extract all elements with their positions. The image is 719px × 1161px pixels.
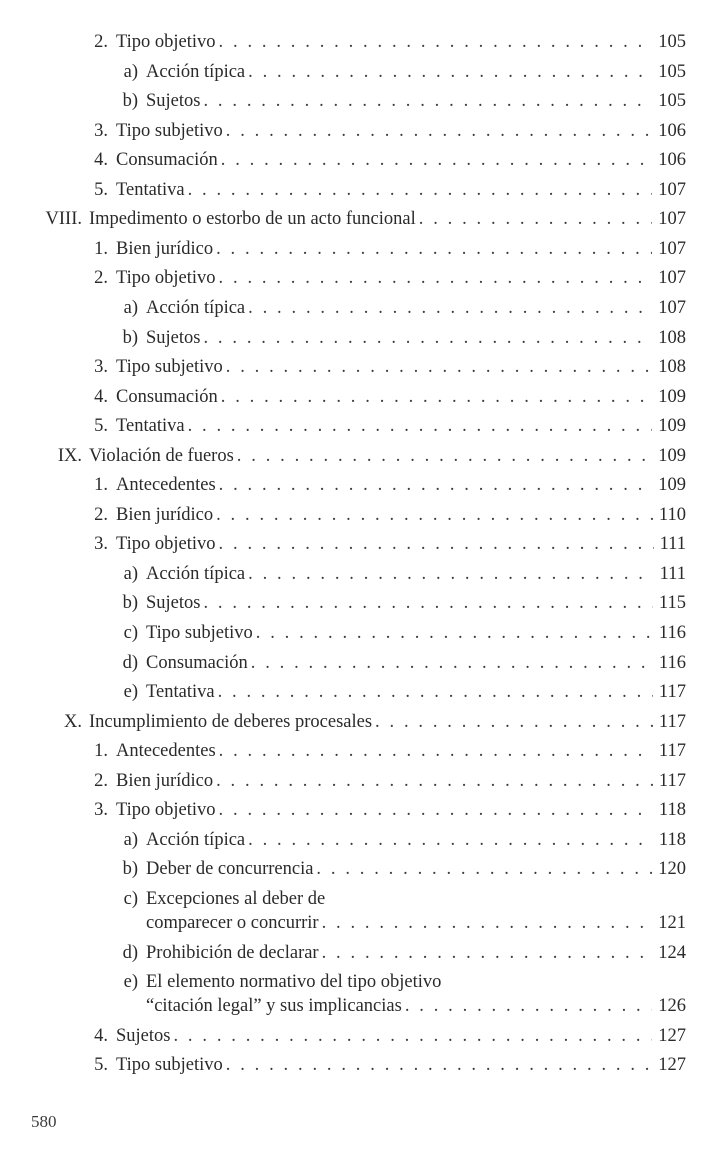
dot-leader [216, 234, 652, 264]
toc-entry-page: 107 [658, 179, 686, 200]
toc-entry-title: Tipo objetivo [116, 534, 216, 555]
dot-leader [216, 500, 653, 530]
toc-entry-number: 5. [94, 179, 108, 200]
toc-entry-number: b) [122, 593, 138, 614]
toc-entry-page: 107 [658, 268, 686, 289]
toc-entry-number: 3. [94, 800, 108, 821]
toc-entry-page: 126 [658, 996, 686, 1017]
toc-entry-title: Sujetos [146, 91, 201, 112]
dot-leader [248, 825, 653, 855]
toc-entry-page: 106 [658, 120, 686, 141]
toc-entry-number: b) [122, 91, 138, 112]
toc-entry [0, 677, 719, 707]
toc-entry [0, 618, 719, 648]
toc-entry-title: Antecedentes [116, 475, 216, 496]
toc-entry-page: 120 [658, 859, 686, 880]
toc-entry-page: 111 [659, 534, 686, 555]
dot-leader [226, 1050, 653, 1080]
toc-entry-number: IX. [57, 445, 82, 466]
toc-entry-page: 117 [658, 682, 686, 703]
toc-entry [0, 938, 719, 968]
dot-leader [226, 116, 653, 146]
dot-leader [322, 908, 653, 938]
dot-leader [226, 352, 653, 382]
toc-entry-page: 124 [658, 942, 686, 963]
toc-entry-number: X. [64, 711, 82, 732]
toc-entry-page: 105 [658, 91, 686, 112]
toc-entry-page: 109 [658, 475, 686, 496]
toc-entry-number: 3. [94, 120, 108, 141]
dot-leader [405, 991, 652, 1021]
toc-entry-number: 2. [94, 32, 108, 52]
toc-entry-number: e) [123, 972, 138, 993]
toc-entry [0, 736, 719, 766]
toc-entry-number: e) [123, 682, 138, 703]
dot-leader [219, 27, 653, 57]
dot-leader [216, 766, 653, 796]
toc-entry [0, 382, 719, 412]
toc-entry [0, 500, 719, 530]
dot-leader [188, 175, 653, 205]
toc-entry-number: c) [123, 623, 138, 643]
dot-leader [251, 648, 653, 678]
toc-entry-number: d) [122, 652, 138, 673]
toc-entry-title: Consumación [146, 652, 248, 673]
toc-entry-title: Tipo objetivo [116, 32, 216, 52]
toc-entry-title: Tipo objetivo [116, 268, 216, 289]
toc-entry-page: 127 [658, 1055, 686, 1076]
toc-entry-number: 3. [94, 534, 108, 555]
toc-entry-number: 2. [94, 770, 108, 791]
dot-leader [419, 204, 653, 234]
toc-entry-number: c) [123, 888, 138, 909]
toc-entry-title: Tipo subjetivo [116, 1055, 223, 1076]
toc-entry [0, 27, 719, 57]
toc-entry-number: a) [123, 61, 138, 82]
toc-entry [0, 234, 719, 264]
toc-entry [0, 588, 719, 618]
toc-entry-number: b) [122, 327, 138, 348]
toc-entry-number: VIII. [45, 209, 82, 230]
toc-entry-page: 116 [658, 652, 686, 673]
dot-leader [218, 677, 653, 707]
toc-entry [0, 529, 719, 559]
toc-entry-title: Bien jurídico [116, 504, 214, 525]
toc-entry-number: 4. [94, 386, 108, 407]
toc-entry [0, 411, 719, 441]
dot-leader [375, 707, 653, 737]
toc-entry-number: b) [122, 859, 138, 880]
toc-entry-title: Tipo subjetivo [146, 623, 253, 643]
dot-leader [203, 86, 652, 116]
toc-entry-page: 108 [658, 357, 686, 378]
toc-entry-title: “citación legal” y sus implicancias [146, 996, 402, 1017]
toc-entry-page: 109 [658, 386, 686, 407]
toc-entry-number: 2. [94, 504, 108, 525]
toc-entry-page: 121 [658, 912, 686, 933]
toc-entry-page: 115 [658, 593, 686, 614]
dot-leader [221, 145, 653, 175]
toc-entry-title: Acción típica [146, 297, 246, 318]
toc-entry-page: 117 [658, 711, 686, 732]
toc-entry-title: Sujetos [146, 327, 201, 348]
toc-entry-page: 117 [658, 770, 686, 791]
toc-entry-page: 108 [658, 327, 686, 348]
toc-entry-number: 5. [94, 1055, 108, 1076]
toc-entry-page: 110 [658, 504, 686, 525]
toc-entry-title: Tipo subjetivo [116, 357, 223, 378]
toc-entry [0, 57, 719, 87]
toc-entry-title: Deber de concurrencia [146, 859, 314, 880]
toc-entry-page: 109 [658, 445, 686, 466]
dot-leader [219, 795, 653, 825]
toc-entry-number: a) [123, 297, 138, 318]
toc-entry [0, 204, 719, 234]
toc-entry [0, 352, 719, 382]
dot-leader [316, 854, 652, 884]
toc-entry-page: 105 [658, 32, 686, 52]
dot-leader [248, 57, 652, 87]
toc-entry-title: Prohibición de declarar [146, 942, 319, 963]
toc-entry [0, 1021, 719, 1051]
toc-entry [0, 648, 719, 678]
dot-leader [248, 559, 653, 589]
toc-entry [0, 86, 719, 116]
toc-entry-title: Tipo subjetivo [116, 120, 223, 141]
toc-entry [0, 441, 719, 471]
toc-entry-page: 106 [658, 150, 686, 171]
toc-entry [0, 116, 719, 146]
toc-entry-title: Acción típica [146, 563, 246, 584]
toc-entry-title: Tentativa [146, 682, 215, 703]
toc-entry-page: 117 [658, 741, 686, 762]
dot-leader [256, 618, 653, 648]
toc-entry-title: Sujetos [116, 1025, 171, 1046]
toc-entry-title: Tipo objetivo [116, 800, 216, 821]
dot-leader [203, 588, 652, 618]
toc-entry [0, 145, 719, 175]
dot-leader [219, 470, 653, 500]
toc-entry-title: Tentativa [116, 416, 185, 437]
dot-leader [248, 293, 652, 323]
toc-entry-number: a) [123, 829, 138, 850]
toc-entry-number: 1. [94, 238, 108, 259]
dot-leader [188, 411, 653, 441]
toc-entry-number: a) [123, 563, 138, 584]
toc-entry-title: Consumación [116, 150, 218, 171]
toc-entry-title: Bien jurídico [116, 770, 214, 791]
dot-leader [219, 736, 653, 766]
toc-entry-title: Consumación [116, 386, 218, 407]
toc-entry-page: 127 [658, 1025, 686, 1046]
toc-entry-page: 107 [658, 238, 686, 259]
toc-entry [0, 559, 719, 589]
dot-leader [237, 441, 652, 471]
toc-entry-title: Bien jurídico [116, 238, 214, 259]
toc-entry-title: Tentativa [116, 179, 185, 200]
toc-entry [0, 263, 719, 293]
toc-entry-page: 118 [658, 829, 686, 850]
dot-leader [219, 263, 653, 293]
toc-entry [0, 293, 719, 323]
toc-entry-title: Antecedentes [116, 741, 216, 762]
toc-entry-number: 2. [94, 268, 108, 289]
toc-entry-page: 109 [658, 416, 686, 437]
toc-entry-number: 3. [94, 357, 108, 378]
dot-leader [219, 529, 654, 559]
toc-entry-page: 105 [658, 61, 686, 82]
toc-entry-title: Acción típica [146, 829, 246, 850]
toc-entry [0, 707, 719, 737]
toc-entry [0, 972, 719, 1021]
toc-entry-number: 4. [94, 150, 108, 171]
toc-entry [0, 854, 719, 884]
toc-entry-number: 4. [94, 1025, 108, 1046]
toc-entry-title: Violación de fueros [89, 445, 234, 466]
toc-entry [0, 766, 719, 796]
page-number: 580 [31, 1112, 57, 1131]
toc-entry [0, 323, 719, 353]
dot-leader [173, 1021, 652, 1051]
toc-entry-number: 1. [94, 741, 108, 762]
toc-entry-page: 116 [658, 623, 686, 643]
dot-leader [322, 938, 653, 968]
toc-entry-title: Sujetos [146, 593, 201, 614]
toc-entry [0, 795, 719, 825]
toc-entry-number: 1. [94, 475, 108, 496]
dot-leader [203, 323, 652, 353]
toc-entry-title: comparecer o concurrir [146, 912, 319, 933]
toc-entry-page: 107 [658, 209, 686, 230]
toc-entry [0, 825, 719, 855]
toc-entry-page: 107 [658, 297, 686, 318]
toc-entry-title: Impedimento o estorbo de un acto funcional [89, 209, 416, 230]
toc-entry [0, 175, 719, 205]
toc-entry-title-line1: Excepciones al deber de [146, 888, 326, 909]
dot-leader [221, 382, 653, 412]
toc-entry-page: 118 [658, 800, 686, 821]
toc-entry-title-line1: El elemento normativo del tipo objetivo [146, 972, 442, 993]
toc-entry-number: d) [122, 942, 138, 963]
toc-entry-number: 5. [94, 416, 108, 437]
toc-entry [0, 888, 719, 938]
toc-entry-title: Acción típica [146, 61, 246, 82]
toc-entry-title: Incumplimiento de deberes procesales [89, 711, 373, 732]
toc-entry-page: 111 [659, 563, 686, 584]
toc-entry [0, 470, 719, 500]
toc-entry [0, 1050, 719, 1080]
